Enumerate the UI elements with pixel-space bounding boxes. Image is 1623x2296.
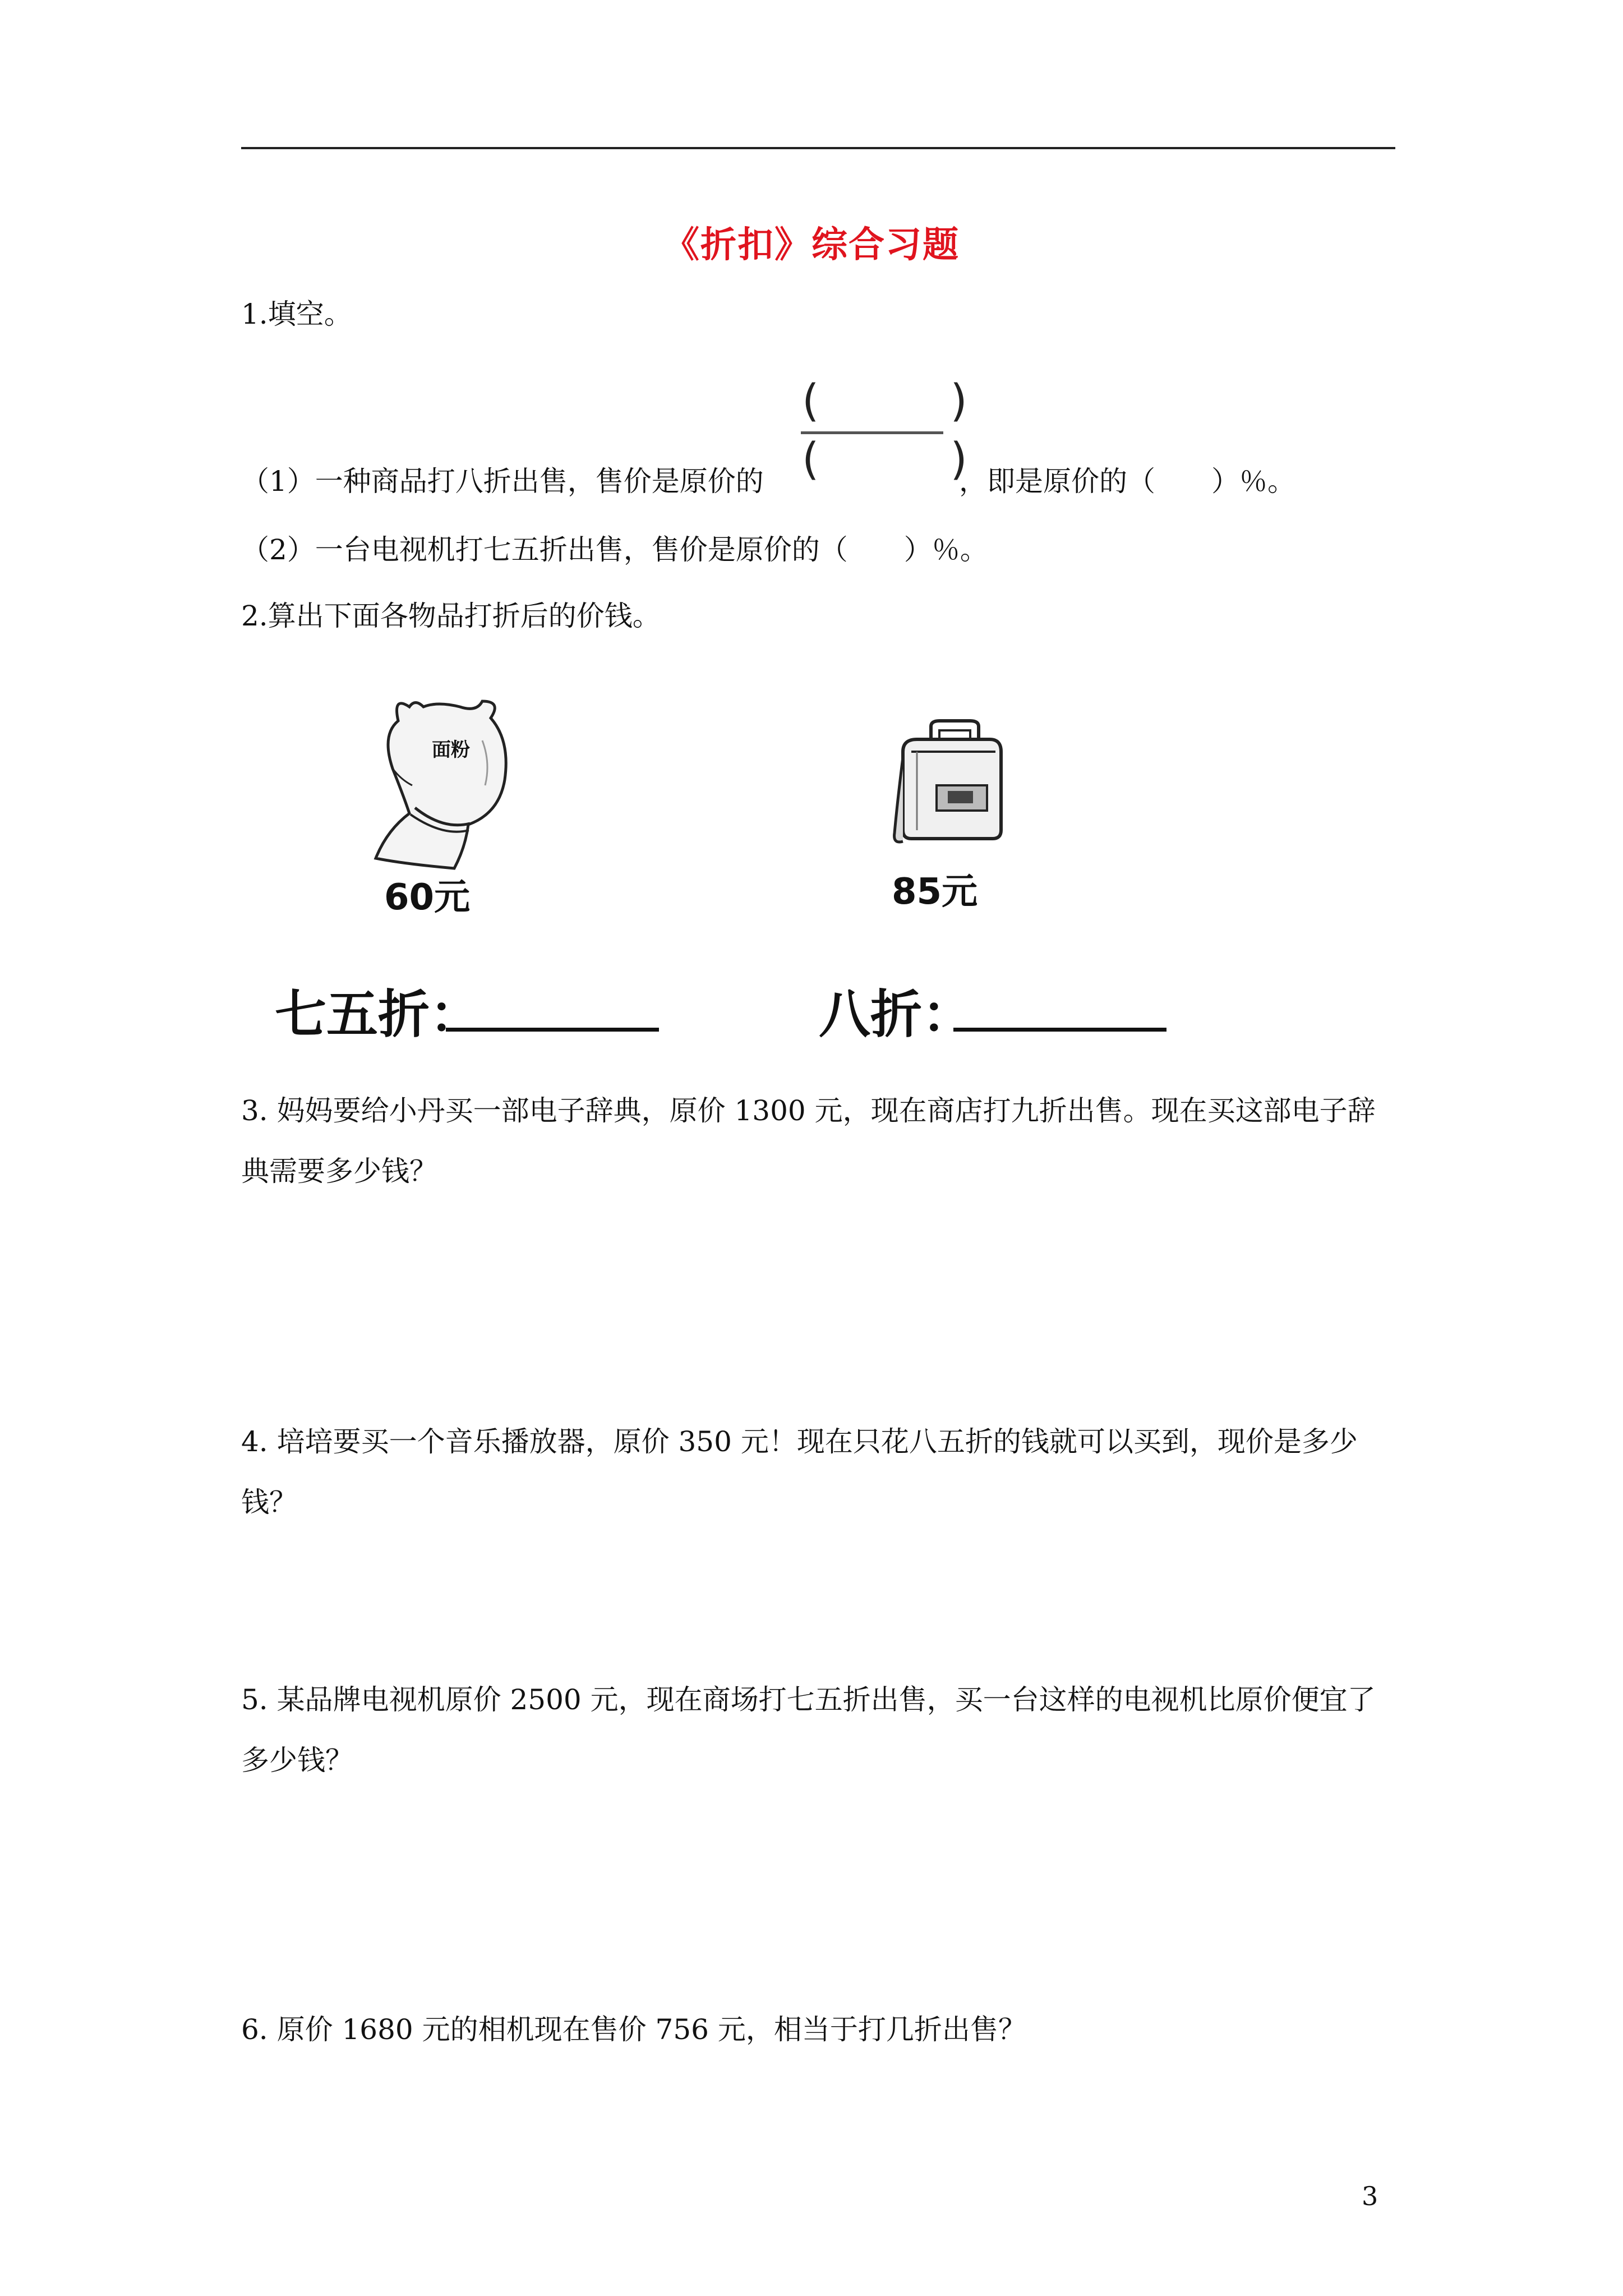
q5-line2: 多少钱？ (241, 1744, 353, 1777)
q1-item2-text: （2）一台电视机打七五折出售，售价是原价的（ ）％。 (241, 533, 988, 566)
q4-line2: 钱？ (241, 1486, 297, 1519)
fraction-denominator: ( ) (802, 434, 967, 485)
q5-text (241, 1683, 1396, 1777)
q3-line2: 典需要多少钱？ (241, 1155, 437, 1188)
q1-heading: 1.填空。 (241, 298, 352, 330)
q6-text (241, 2013, 1396, 2046)
fraction-blank (791, 376, 967, 491)
sack-price: 60元 (384, 877, 471, 918)
sack-label: 面粉 (432, 739, 470, 761)
q3-line1: 3. 妈妈要给小丹买一部电子辞典，原价 1300 元，现在商店打九折出售。现在买这部电子辞 (241, 1094, 1376, 1127)
q1-item1-text: （1）一种商品打八折出售，售价是原价的 (241, 465, 764, 498)
discount-label-80: 八折： (819, 984, 974, 1045)
header-rule (241, 147, 1395, 149)
q3-text (241, 1094, 1396, 1188)
backpack-price: 85元 (892, 871, 978, 913)
page-number: 3 (1362, 2181, 1378, 2211)
q6-line1: 6. 原价 1680 元的相机现在售价 756 元，相当于打几折出售？ (241, 2013, 1026, 2046)
q4-line1: 4. 培培要买一个音乐播放器，原价 350 元！现在只花八五折的钱就可以买到，现价是多少 (241, 1425, 1358, 1458)
answer-blank-75[interactable] (446, 1028, 659, 1032)
q4-text (241, 1425, 1396, 1519)
page-title: 《折扣》综合习题 (663, 224, 960, 266)
answer-blank-80[interactable] (953, 1028, 1166, 1032)
q1-item1-suffix: ，即是原价的（ ）％。 (959, 465, 1295, 498)
backpack-icon (886, 718, 1015, 853)
q2-heading: 2.算出下面各物品打折后的价钱。 (241, 600, 661, 632)
fraction-numerator: ( ) (802, 376, 967, 426)
q5-line1: 5. 某品牌电视机原价 2500 元，现在商场打七五折出售，买一台这样的电视机比原价便宜了 (241, 1683, 1376, 1716)
flour-sack-icon (370, 690, 527, 875)
discount-label-75: 七五折： (275, 984, 482, 1045)
